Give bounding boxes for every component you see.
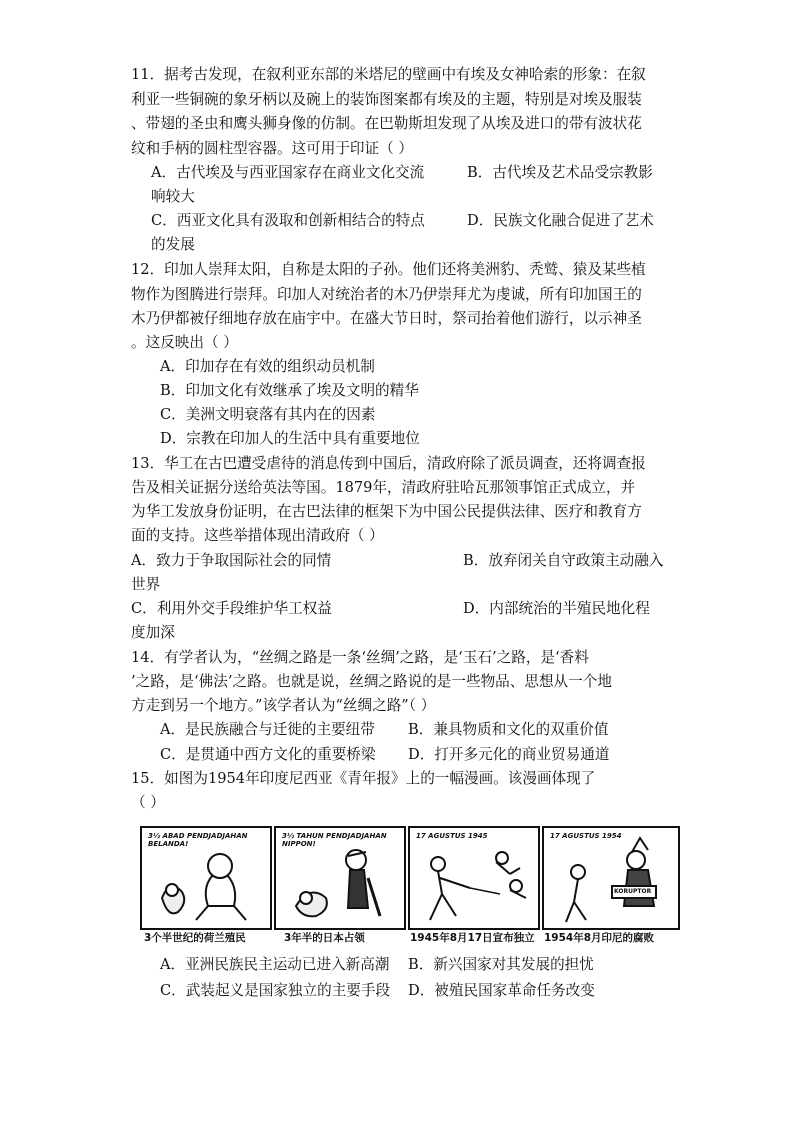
q12-stem-line-3: 木乃伊都被仔细地存放在庙宇中。在盛大节日时，祭司抬着他们游行，以示神圣 xyxy=(131,310,642,327)
q12-option-d: D．宗教在印加人的生活中具有重要地位 xyxy=(160,430,420,447)
panel-title: 17 AGUSTUS 1954 xyxy=(550,832,622,840)
q14-option-c: C．是贯通中西方文化的重要桥梁 xyxy=(160,746,376,763)
panel-title: 3½ ABAD PENDJADJAHAN BELANDA! xyxy=(148,832,248,848)
q11-option-b-wrap: 响较大 xyxy=(151,188,195,205)
q11-option-b: B．古代埃及艺术品受宗教影 xyxy=(467,164,653,181)
cartoon-caption-4: 1954年8月印尼的腐败 xyxy=(544,932,655,944)
q13-stem-line-4: 面的支持。这些举措体现出清政府（ ） xyxy=(131,527,384,544)
corruption-figures xyxy=(544,828,678,928)
q12-stem-line-4: 。这反映出（ ） xyxy=(131,334,238,351)
cartoon-image xyxy=(140,822,678,948)
q12-option-a: A．印加存在有效的组织动员机制 xyxy=(160,358,375,375)
q15-option-a: A．亚洲民族民主运动已进入新高潮 xyxy=(160,956,390,973)
q13-stem-line-3: 为华工发放身份证明，在古巴法律的框架下为中国公民提供法律、医疗和教育方 xyxy=(131,503,642,520)
q11-option-d: D．民族文化融合促进了艺术 xyxy=(467,212,654,229)
q14-stem-line-2: ’之路，是‘佛法’之路。也就是说，丝绸之路说的是一些物品、思想从一个地 xyxy=(131,673,612,690)
q13-option-d-wrap: 度加深 xyxy=(131,624,175,641)
q12-option-c: C．美洲文明衰落有其内在的因素 xyxy=(160,406,376,423)
koruptor-sign: KORUPTOR xyxy=(614,888,652,895)
q11-stem-line-1: 11．据考古发现，在叙利亚东部的米塔尼的壁画中有埃及女神哈索的形象：在叙 xyxy=(131,66,646,83)
q14-option-a: A．是民族融合与迁徙的主要纽带 xyxy=(160,721,375,738)
q13-option-c: C．利用外交手段维护华工权益 xyxy=(131,600,332,617)
panel-title: 3½ TAHUN PENDJADJAHAN NIPPON! xyxy=(282,832,387,848)
q12-stem-line-2: 物作为图腾进行崇拜。印加人对统治者的木乃伊崇拜尤为虔诚，所有印加国王的 xyxy=(131,286,642,303)
q15-option-d: D．被殖民国家革命任务改变 xyxy=(408,982,595,999)
q11-stem-line-4: 纹和手柄的圆柱型容器。这可用于印证（ ） xyxy=(131,140,413,157)
q14-stem-line-3: 方走到另一个地方。”该学者认为“丝绸之路”（ ） xyxy=(131,697,436,714)
q14-option-b: B．兼具物质和文化的双重价值 xyxy=(408,721,609,738)
q13-option-b: B．放弃闭关自守政策主动融入 xyxy=(463,552,664,569)
q11-option-d-wrap: 的发展 xyxy=(151,236,195,253)
q13-option-d: D．内部统治的半殖民地化程 xyxy=(463,600,650,617)
q12-stem-line-1: 12．印加人崇拜太阳，自称是太阳的子孙。他们还将美洲豹、秃鹫、猿及某些植 xyxy=(131,261,646,278)
q15-stem-line-1: 15．如图为1954年印度尼西亚《青年报》上的一幅漫画。该漫画体现了 xyxy=(131,770,596,787)
q11-stem-line-3: 、带翅的圣虫和鹰头狮身像的仿制。在巴勒斯坦发现了从埃及进口的带有波状花 xyxy=(131,115,642,132)
q11-option-a: A．古代埃及与西亚国家存在商业文化交流 xyxy=(151,164,425,181)
q13-option-a: A．致力于争取国际社会的同情 xyxy=(131,552,332,569)
q14-option-d: D．打开多元化的商业贸易通道 xyxy=(408,746,610,763)
cartoon-panel-japan xyxy=(274,826,406,930)
q12-option-b: B．印加文化有效继承了埃及文明的精华 xyxy=(160,382,419,399)
q13-stem-line-2: 告及相关证据分送给英法等国。1879年，清政府驻哈瓦那领事馆正式成立，并 xyxy=(131,479,636,496)
cartoon-panel-corruption xyxy=(542,826,680,930)
q15-option-c: C．武装起义是国家独立的主要手段 xyxy=(160,982,391,999)
cartoon-panel-independence xyxy=(408,826,540,930)
cartoon-caption-3: 1945年8月17日宣布独立 xyxy=(410,932,535,944)
independence-figures xyxy=(410,828,538,928)
cartoon-caption-2: 3年半的日本占领 xyxy=(284,932,365,944)
q11-option-c: C．西亚文化具有汲取和创新相结合的特点 xyxy=(151,212,425,229)
cartoon-caption-1: 3个半世纪的荷兰殖民 xyxy=(144,932,246,944)
cartoon-panel-dutch xyxy=(140,826,272,930)
q14-stem-line-1: 14．有学者认为，“丝绸之路是一条‘丝绸’之路，是‘玉石’之路，是‘香料 xyxy=(131,649,589,666)
q13-stem-line-1: 13．华工在古巴遭受虐待的消息传到中国后，清政府除了派员调查，还将调查报 xyxy=(131,455,646,472)
q11-stem-line-2: 利亚一些铜碗的象牙柄以及碗上的装饰图案都有埃及的主题，特别是对埃及服装 xyxy=(131,91,642,108)
q15-stem-line-2: （ ） xyxy=(131,794,165,811)
q15-option-b: B．新兴国家对其发展的担忧 xyxy=(408,956,594,973)
q13-option-b-wrap: 世界 xyxy=(131,576,161,593)
panel-title: 17 AGUSTUS 1945 xyxy=(416,832,488,840)
